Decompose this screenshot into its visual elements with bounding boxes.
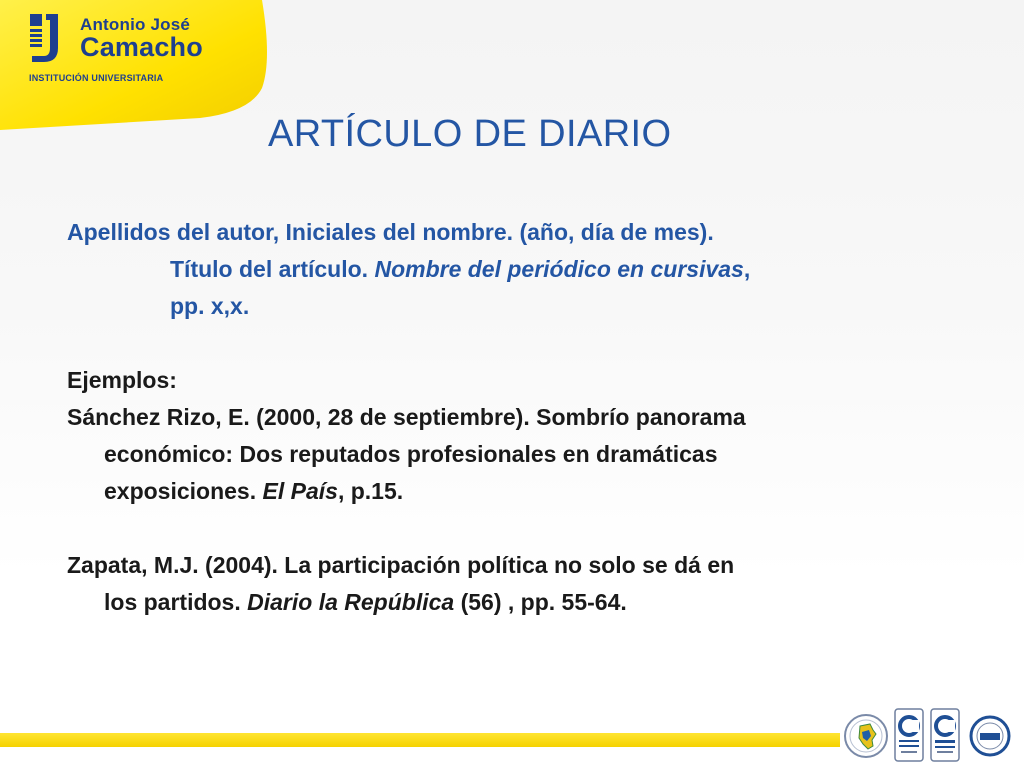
- example-1-line-3-plain: exposiciones.: [104, 478, 263, 504]
- logo-text-tagline: INSTITUCIÓN UNIVERSITARIA: [29, 73, 164, 83]
- institution-logo: [28, 12, 208, 90]
- format-line-1: Apellidos del autor, Iniciales del nombre. (año, día de mes).: [67, 219, 714, 245]
- iqnet-icon: [968, 708, 1012, 764]
- footer-band: [0, 733, 840, 747]
- certification-badges: [840, 706, 1024, 768]
- format-line-3: pp. x,x.: [170, 293, 250, 319]
- institution-logo-icon: [28, 12, 72, 68]
- format-line-2: [67, 251, 947, 288]
- example-1-line-2: económico: Dos reputados profesionales en dramáticas: [104, 441, 718, 467]
- example-item-1: [67, 399, 947, 510]
- example-2-line-1: Zapata, M.J. (2004). La participación política no solo se dá en: [67, 552, 735, 578]
- format-line-2-plain: Título del artículo.: [170, 256, 375, 282]
- example-1-line-3-italic: El País: [262, 478, 338, 504]
- example-2-line-2: [67, 584, 947, 621]
- slide-body: [67, 214, 947, 621]
- iso-9001-certified-icon: [930, 708, 960, 764]
- slide-title: ARTÍCULO DE DIARIO: [268, 113, 672, 155]
- icontec-iso-9001-icon: [894, 708, 924, 764]
- format-line-2-end: ,: [743, 256, 751, 282]
- format-line-2-italic: Nombre del periódico en cursivas: [374, 256, 744, 282]
- example-2-line-2-italic: Diario la República: [247, 589, 455, 615]
- logo-text-name: Antonio José: [80, 15, 191, 34]
- colombia-map-seal-icon: [842, 708, 890, 764]
- example-1-line-3: [67, 473, 947, 510]
- example-2-line-2-end: (56) , pp. 55-64.: [454, 589, 627, 615]
- examples-heading: Ejemplos:: [67, 367, 177, 393]
- citation-format: [67, 214, 947, 325]
- example-2-line-2-plain: los partidos.: [104, 589, 248, 615]
- example-item-2: [67, 547, 947, 621]
- logo-text-surname: Camacho: [80, 32, 203, 62]
- example-1-line-3-end: , p.15.: [337, 478, 404, 504]
- example-1-line-1: Sánchez Rizo, E. (2000, 28 de septiembre). Sombrío panorama: [67, 404, 746, 430]
